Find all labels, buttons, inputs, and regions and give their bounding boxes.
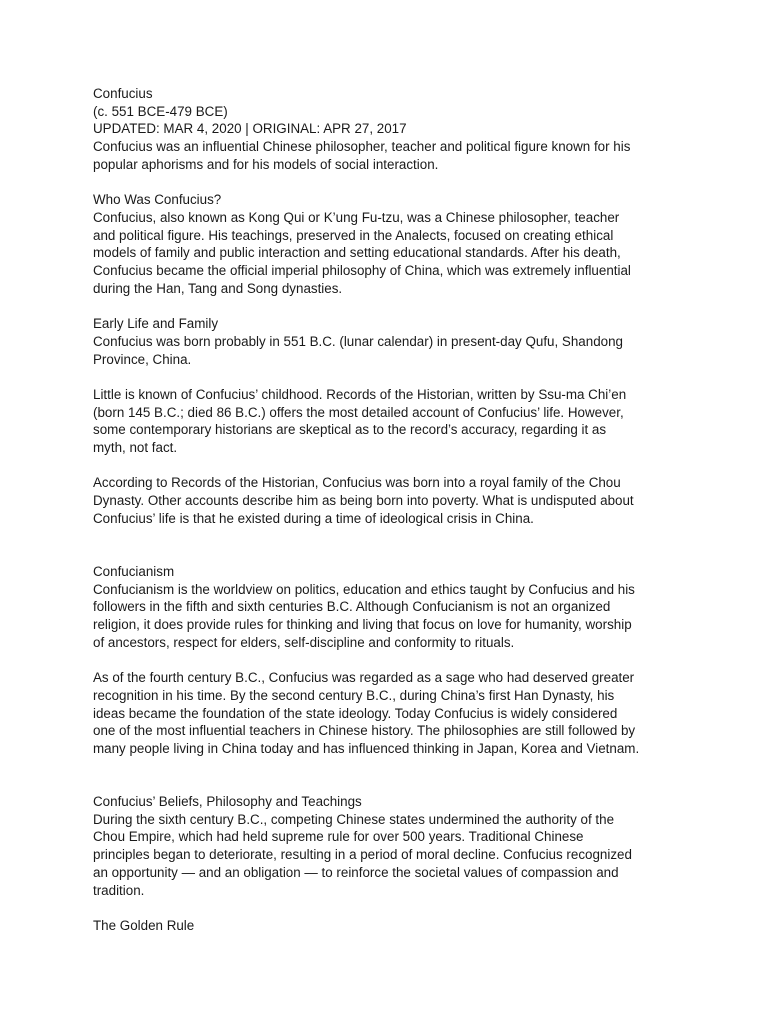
paragraph-line: and political figure. His teachings, preserved in the Analects, focused on creating ethical bbox=[93, 227, 614, 243]
paragraph-line: followers in the fifth and sixth centuries B.C. Although Confucianism is not an organized bbox=[93, 599, 611, 615]
paragraph-line: religion, it does provide rules for thinking and living that focus on love for humanity, worship bbox=[93, 617, 632, 633]
paragraph-line: principles began to deteriorate, resulting in a period of moral decline. Confucius recognized bbox=[93, 847, 632, 863]
document-page bbox=[93, 85, 693, 952]
paragraph-line: models of family and public interaction and setting educational standards. After his death, bbox=[93, 245, 621, 261]
header-block bbox=[93, 85, 693, 174]
paragraph-line: tradition. bbox=[93, 882, 145, 898]
paragraph-line: during the Han, Tang and Song dynasties. bbox=[93, 280, 343, 296]
paragraph-line: According to Records of the Historian, Confucius was born into a royal family of the Chou bbox=[93, 475, 621, 491]
section-heading: Early Life and Family bbox=[93, 316, 219, 332]
paragraph-line: Little is known of Confucius’ childhood. Records of the Historian, written by Ssu-ma Chi’en bbox=[93, 386, 627, 402]
section-heading: Confucianism bbox=[93, 563, 175, 579]
paragraph-line: Confucius became the official imperial philosophy of China, which was extremely influential bbox=[93, 263, 631, 279]
paragraph-line: Confucius, also known as Kong Qui or K’ung Fu-tzu, was a Chinese philosopher, teacher bbox=[93, 209, 620, 225]
early-life-section bbox=[93, 315, 693, 368]
golden-rule-section bbox=[93, 917, 693, 935]
life-dates: (c. 551 BCE-479 BCE) bbox=[93, 103, 228, 119]
paragraph-line: Chou Empire, which had held supreme rule for over 500 years. Traditional Chinese bbox=[93, 829, 584, 845]
paragraph-line: one of the most influential teachers in Chinese history. The philosophies are still followed by bbox=[93, 723, 636, 739]
paragraph-line: of ancestors, respect for elders, self-discipline and conformity to rituals. bbox=[93, 634, 515, 650]
document-title: Confucius bbox=[93, 86, 153, 101]
early-life-paragraph bbox=[93, 386, 693, 457]
confucianism-paragraph bbox=[93, 669, 693, 758]
who-section bbox=[93, 191, 693, 297]
early-life-paragraph bbox=[93, 474, 693, 527]
paragraph-line: many people living in China today and has influenced thinking in Japan, Korea and Vietnam. bbox=[93, 740, 640, 756]
confucianism-section bbox=[93, 563, 693, 652]
intro-line: Confucius was an influential Chinese philosopher, teacher and political figure known for his bbox=[93, 139, 631, 155]
section-heading: Confucius’ Beliefs, Philosophy and Teachings bbox=[93, 794, 362, 810]
paragraph-line: Dynasty. Other accounts describe him as being born into poverty. What is undisputed about bbox=[93, 493, 634, 509]
updated-line: UPDATED: MAR 4, 2020 | ORIGINAL: APR 27, 2017 bbox=[93, 121, 407, 137]
paragraph-line: recognition in his time. By the second century B.C., during China’s first Han Dynasty, his bbox=[93, 687, 615, 703]
paragraph-line: myth, not fact. bbox=[93, 440, 178, 456]
paragraph-line: During the sixth century B.C., competing Chinese states undermined the authority of the bbox=[93, 811, 615, 827]
paragraph-line: Confucius was born probably in 551 B.C. (lunar calendar) in present-day Qufu, Shandong bbox=[93, 333, 623, 349]
intro-line: popular aphorisms and for his models of social interaction. bbox=[93, 156, 439, 172]
paragraph-line: Confucianism is the worldview on politics, education and ethics taught by Confucius and his bbox=[93, 581, 635, 597]
paragraph-line: (born 145 B.C.; died 86 B.C.) offers the most detailed account of Confucius’ life. However, bbox=[93, 404, 624, 420]
paragraph-line: ideas became the foundation of the state ideology. Today Confucius is widely considered bbox=[93, 705, 618, 721]
paragraph-line: Confucius’ life is that he existed during a time of ideological crisis in China. bbox=[93, 510, 534, 526]
section-heading: Who Was Confucius? bbox=[93, 192, 222, 208]
paragraph-line: As of the fourth century B.C., Confucius was regarded as a sage who had deserved greater bbox=[93, 670, 635, 686]
section-heading: The Golden Rule bbox=[93, 917, 195, 933]
paragraph-line: some contemporary historians are skeptical as to the record’s accuracy, regarding it as bbox=[93, 422, 607, 438]
paragraph-line: Province, China. bbox=[93, 351, 192, 367]
beliefs-section bbox=[93, 793, 693, 899]
paragraph-line: an opportunity — and an obligation — to reinforce the societal values of compassion and bbox=[93, 864, 619, 880]
